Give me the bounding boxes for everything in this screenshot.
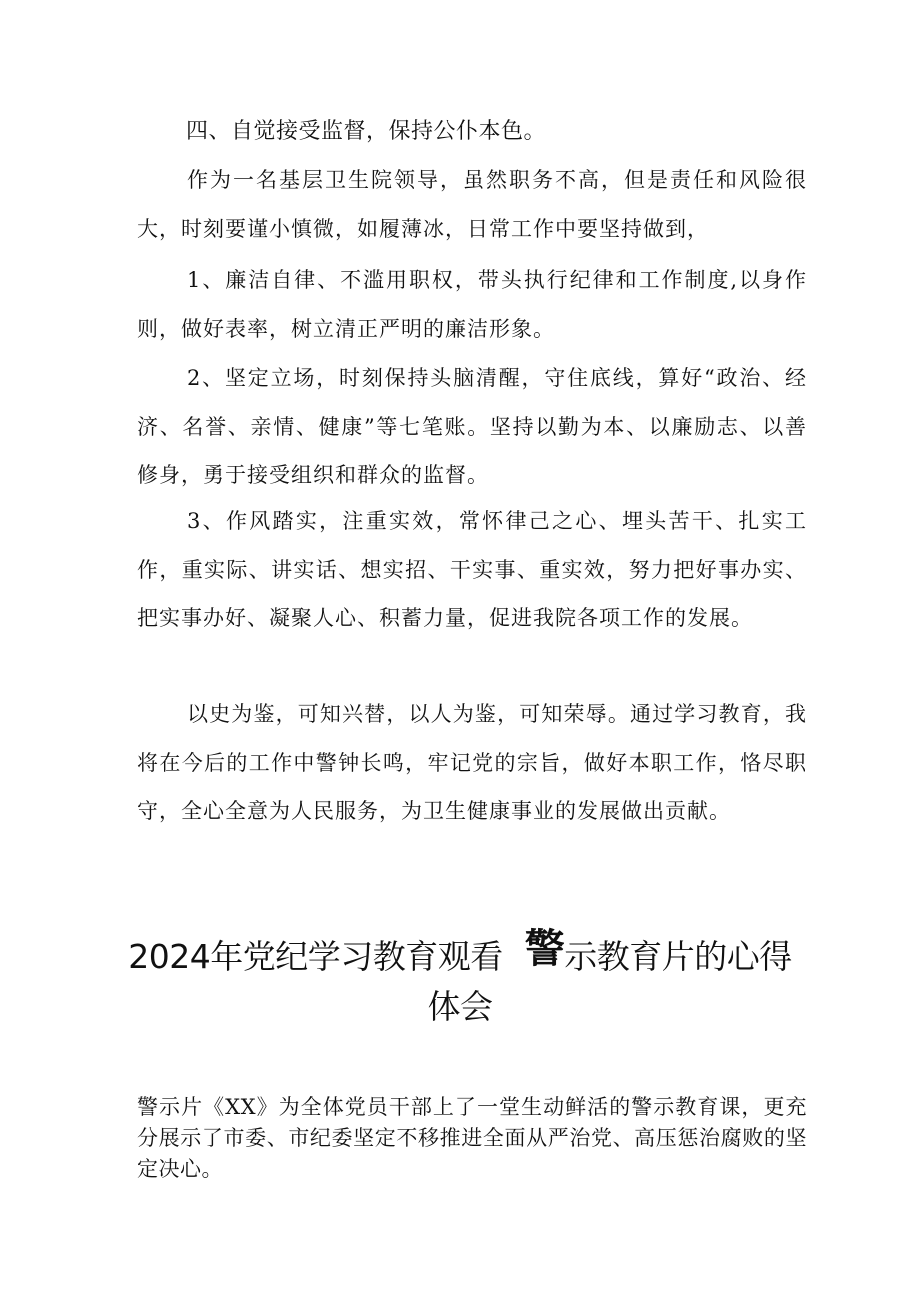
body-paragraph: 3、作风踏实，注重实效，常怀律己之心、埋头苦干、扎实工作，重实际、讲实话、想实招、干实事、重实效，努力把好事办实、把实事办好、凝聚人心、积蓄力量，促进我院各项工作的发展。 <box>137 509 807 630</box>
intro-paragraph: 警示片《XX》为全体党员干部上了一堂生动鲜活的警示教育课，更充分展示了市委、市纪委坚定不移推进全面从严治党、高压惩治腐败的坚定决心。 <box>137 1095 807 1181</box>
body-paragraph: 作为一名基层卫生院领导，虽然职务不高，但是责任和风险很大，时刻要谨小慎微，如履薄冰，日常工作中要坚持做到， <box>137 168 807 241</box>
title-emphasis-char: 警 <box>524 926 565 972</box>
document-title <box>120 926 800 1032</box>
section-heading: 四、自觉接受监督，保持公仆本色。 <box>186 119 547 144</box>
body-paragraph: 2、坚定立场，时刻保持头脑清醒，守住底线，算好“政治、经济、名誉、亲情、健康”等七笔账。坚持以勤为本、以廉励志、以善修身，勇于接受组织和群众的监督。 <box>137 366 807 487</box>
title-text-start: 2024年党纪学习教育观看 <box>128 937 503 976</box>
title-text-end: 示教育片的心得体会 <box>427 937 792 1026</box>
body-paragraph: 1、廉洁自律、不滥用职权，带头执行纪律和工作制度,以身作则，做好表率，树立清正严明的廉洁形象。 <box>137 268 807 341</box>
closing-paragraph: 以史为鉴，可知兴替，以人为鉴，可知荣辱。通过学习教育，我将在今后的工作中警钟长鸣，牢记党的宗旨，做好本职工作，恪尽职守，全心全意为人民服务，为卫生健康事业的发展做出贡献。 <box>137 702 807 823</box>
